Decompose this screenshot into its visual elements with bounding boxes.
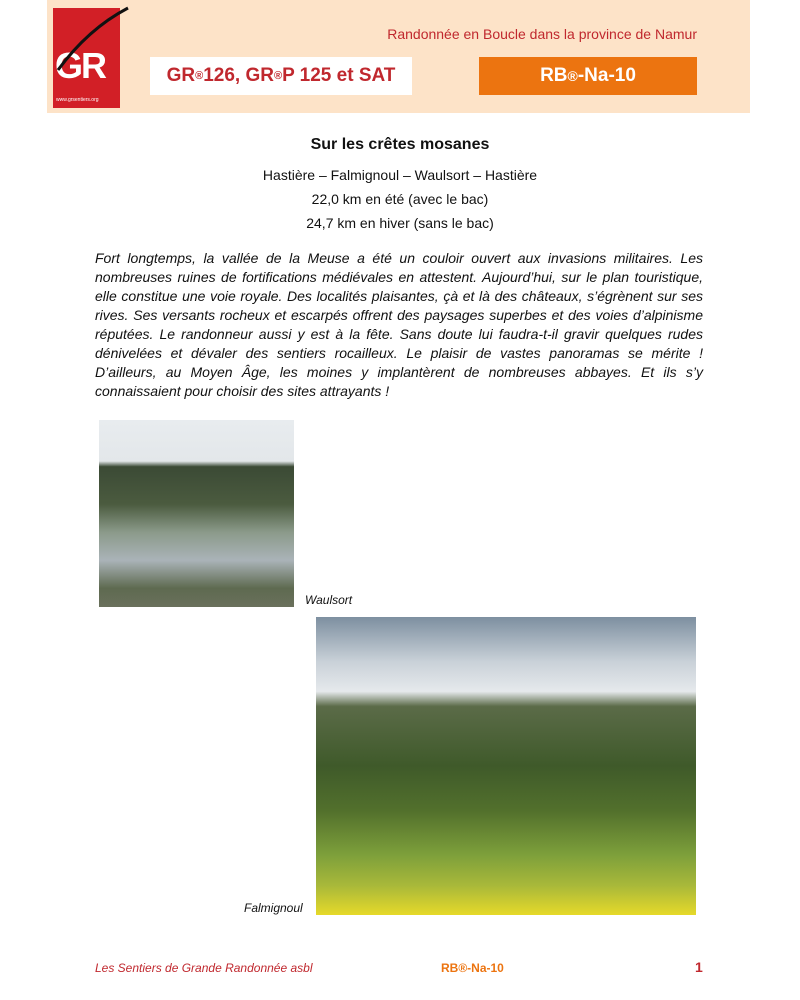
- routes-text: 126, GR: [203, 65, 274, 86]
- logo-text: GR: [55, 45, 105, 86]
- logo-brush-stroke-icon: [50, 0, 140, 100]
- intro-paragraph: Fort longtemps, la vallée de la Meuse a été un couloir ouvert aux invasions militaires. Les nombreuses ruines de fortifications médiévales en attestent. Aujourd’hui, sur le plan touristique, elle constitue une voie royale. Des localités plaisantes, çà et là des châteaux, s’égrènent sur ses rives. Ses versants rocheux et escarpés offrent des paysages superbes et des voies d’alpinisme réputées. Le randonneur aussi y est à la fête. Sans doute lui faudra-t-il gravir quelques rudes dénivelées et dévaler des sentiers rocailleux. Le plaisir de vastes panoramas se mérite ! D’ailleurs, au Moyen Âge, les moines y implantèrent de nombreuses abbayes. Et ils s’y connaissaient pour choisir des sites attrayants !: [95, 250, 703, 399]
- footer-code: RB®-Na-10: [441, 961, 504, 975]
- photo-caption: Waulsort: [305, 593, 353, 607]
- header-subtitle: Randonnée en Boucle dans la province de Namur: [387, 26, 697, 42]
- routes-box: [150, 57, 412, 95]
- routes-text: GR: [166, 65, 196, 86]
- photo-falmignoul: [316, 617, 696, 915]
- photo-waulsort: [99, 420, 294, 607]
- logo-url: www.grsentiers.org: [56, 97, 99, 103]
- page-title: Sur les crêtes mosanes: [310, 136, 490, 153]
- code-text: RB: [540, 65, 568, 86]
- distance-winter: 24,7 km en hiver (sans le bac): [306, 215, 494, 231]
- footer-org: Les Sentiers de Grande Randonnée asbl: [95, 961, 313, 975]
- routes-text: P 125 et SAT: [282, 65, 396, 86]
- registered-mark: ®: [567, 68, 578, 84]
- distance-summer: 22,0 km en été (avec le bac): [311, 191, 489, 207]
- page-number: 1: [695, 959, 703, 975]
- photo-caption: Falmignoul: [244, 901, 303, 915]
- registered-mark: ®: [273, 70, 283, 82]
- registered-mark: ®: [195, 70, 204, 82]
- itinerary: Hastière – Falmignoul – Waulsort – Hastière: [262, 167, 538, 183]
- route-code-box: [479, 57, 697, 95]
- code-text: -Na-10: [577, 65, 636, 86]
